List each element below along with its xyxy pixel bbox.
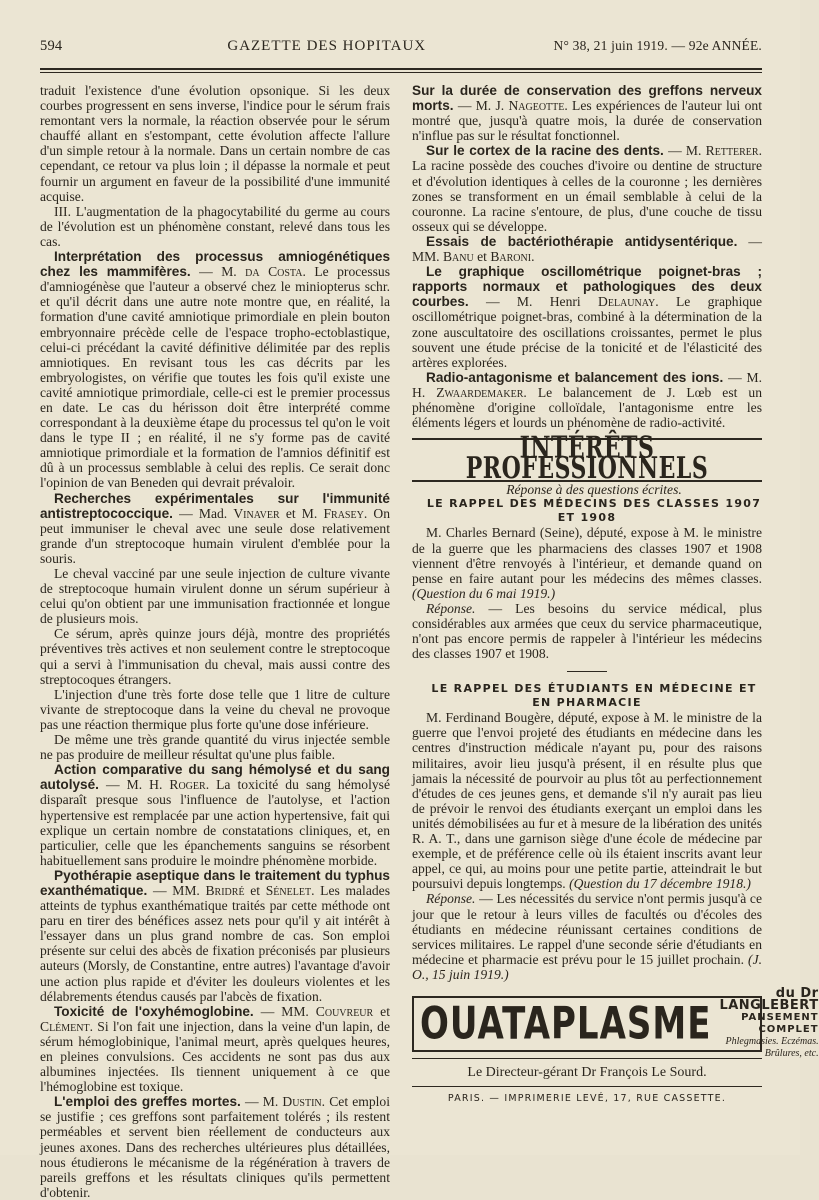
byline: — M. H. xyxy=(98,777,170,793)
article-title: Interprétation des processus amniogénétiques chez les mammifères. xyxy=(40,249,390,280)
paragraph: Ce sérum, après quinze jours déjà, montre des propriétés préventives très actives et non seulement contre le streptocoque qui a servi à l'immunisation du cheval, mais aussi contre des streptocoques étrangers. xyxy=(40,626,390,687)
paragraph: L'injection d'une très forte dose telle que 1 litre de culture vivante de streptocoque dans la veine du cheval ne provoque pas une réaction thermique plus forte qu'une dose inférieure. xyxy=(40,686,390,732)
article-body: . Les expériences de l'auteur lui ont montré que, jusqu'à quatre mois, la durée de conservation n'influe pas sur le résultat fonctionnel. xyxy=(412,98,762,144)
author-name: Clément xyxy=(40,1018,90,1034)
author-name: Dustin xyxy=(282,1094,322,1110)
author-name: Retterer xyxy=(705,143,759,159)
left-column xyxy=(40,83,391,1200)
author-name: Vinaver xyxy=(233,505,280,521)
director-line: Le Directeur-gérant Dr François Le Sourd. xyxy=(412,1058,762,1080)
paragraph: Le cheval vacciné par une seule injection de culture vivante de streptocoque humain virulent donne un sérum supérieur à celui qu'on obtient par une immunisation fractionnée et longue de plusieurs mois. xyxy=(40,566,390,627)
author-name: Sénelet xyxy=(265,882,312,898)
article-title: Recherches expérimentales sur l'immunité antistreptococcique. xyxy=(40,490,390,521)
question-date: (Question du 6 mai 1919.) xyxy=(412,585,556,601)
article-body: . Le balancement de J. Lœb est un phénomène d'origine colloïdale, l'antagonisme entre les éléments légers et lourds un phénomène de radio-activité. xyxy=(412,384,762,431)
question-body: M. Charles Bernard (Seine), député, expose à M. le ministre de la guerre que les pharmaciens des classes 1907 et 1908 viennent d'être renvoyés à l'intérieur, et demande quand on pense en faire autant pour les médecins des mêmes classes. xyxy=(412,525,762,586)
article-abstract xyxy=(412,83,762,143)
article-body: . La racine possède des couches d'ivoire ou dentine de structure et d'évolution identiques à celles de la couronne ; les dernières zones se transforment en un émail semblable à celui de la couronne. La racine s'entoure, de plus, d'une couche de tissu osseux qui se développe. xyxy=(412,143,762,234)
article-body: . On peut immuniser le cheval avec une seule dose relativement grande d'un streptocoque humain virulent d'emblée pour la souris. xyxy=(40,505,390,566)
ad-details xyxy=(711,985,819,1060)
question-heading: LE RAPPEL DES ÉTUDIANTS EN MÉDECINE ET EN PHARMACIE xyxy=(431,682,757,710)
article-abstract xyxy=(40,1094,390,1200)
article-abstract xyxy=(40,1004,390,1095)
byline: et xyxy=(373,1003,390,1019)
printer-imprint: PARIS. — IMPRIMERIE LEVÉ, 17, RUE CASSETTE. xyxy=(412,1086,762,1106)
byline: — M. Henri xyxy=(468,294,599,310)
paragraph: De même une très grande quantité du virus injectée semble ne pas produire de meilleur résultat qu'une plus faible. xyxy=(40,732,390,763)
article-title: Le graphique oscillométrique poignet-bras ; rapports normaux et pathologiques des deux courbes. xyxy=(412,264,762,310)
author-name: Couvreur xyxy=(315,1003,374,1019)
author-name: Baroni xyxy=(490,249,532,265)
article-body: . Le graphique oscillométrique poignet-bras, combiné à la détermination de la zone auscultatoire des oscillations croissantes, permet le plus souvent une étude précise de la tonicité et de l'élasticité des artères explorées. xyxy=(412,294,762,370)
author-name: Zwaardemaker xyxy=(436,384,524,400)
article-abstract xyxy=(40,868,390,1004)
byline: et xyxy=(244,882,266,898)
section-intro: Réponse à des questions écrites. xyxy=(506,482,682,498)
article-title: Essais de bactériothérapie antidysentérique. xyxy=(426,233,738,249)
byline: — M. H. xyxy=(412,369,762,400)
byline: — M. J. xyxy=(453,98,509,114)
reply-text xyxy=(412,601,762,661)
author-name: Frasey xyxy=(323,505,364,521)
article-title: Sur la durée de conservation des greffons nerveux morts. xyxy=(412,83,762,114)
page-number: 594 xyxy=(40,38,63,54)
author-name: Nageotte xyxy=(508,98,565,114)
byline: — M. xyxy=(663,143,706,159)
article-body: . Si l'on fait une injection, dans la veine d'un lapin, de sérum hémoglobinique, l'animal meurt, après quelques heures, en pleines convulsions. Ces accidents ne sont pas dus aux albumines injectées. Ils tiennent uniquement à ce que l'hémoglobine est toxique. xyxy=(40,1018,390,1095)
article-abstract xyxy=(40,491,390,566)
article-abstract xyxy=(412,143,762,234)
article-abstract xyxy=(40,762,390,868)
question-body: M. Ferdinand Bougère, député, expose à M. le ministre de la guerre que l'envoi projeté des étudiants en médecine dans les centres d'instruction médicale n'ayant pu, pour des raisons militaires, avoir lieu jusqu'à présent, il en résulte plus que jamais la nécessité de pourvoir au plus tôt au perfectionnement d'études de ces jeunes gens, et demande s'il n'y aurait pas lieu de prévoir le renvoi des étudiants exerçant un emploi dans les unités démobilisées au fur et à mesure de la libération des unités R. A. T., dans une garnison siège d'une école de médecine par exemple, et de préférence celle où ils étaient inscrits avant leur appel, ce qui, au moins pour une petite partie, atteindrait le but poursuivi depuis longtemps. xyxy=(412,710,762,892)
article-abstract xyxy=(412,370,762,430)
ad-subtitle: PANSEMENT COMPLET xyxy=(741,1011,819,1035)
article-title: Radio-antagonisme et balancement des ions. xyxy=(426,369,724,385)
advertisement xyxy=(412,985,819,1059)
author-name: da Costa xyxy=(245,264,303,280)
reply-label: Réponse. xyxy=(426,600,476,616)
ad-maker: du Dr LANGLEBERT xyxy=(719,985,819,1013)
journal-title: GAZETTE DES HOPITAUX xyxy=(227,38,427,54)
running-header xyxy=(40,38,762,62)
paragraph: III. L'augmentation de la phagocytabilité du germe au cours de l'évolution est un phénomène constant, relevé dans tous les cas. xyxy=(40,203,390,249)
question-date: (Question du 17 décembre 1918.) xyxy=(569,876,751,892)
ad-brand: OUATAPLASME xyxy=(420,997,712,1050)
article-abstract xyxy=(40,249,390,491)
article-title: Pyothérapie aseptique dans le traitement du typhus exanthématique. xyxy=(40,867,390,898)
article-body: . Le processus d'amniogénèse que l'auteur a observé chez le miniopterus schr. et qu'il décrit dans une autre note montre que, en réalité, la formation d'une cavité amniotique primordiale en plein bouton embryonnaire précède celle de l'espace tropho-ectoblastique, celui-ci précédant la cavité définitive délimitée par des replis amniotiques. En revisant tous les cas décrits par les embryologistes, on vérifie que toutes les fois qu'il existe une cavité amniotique primordiale, celle-ci est le premier processus en date. Le cas du hérisson doit être interprété comme correspondant à la deuxième étape du processus tel qu'on le voit dans le type II ; en réalité, il ne s'y forme pas de cavité amniotique primordiale et la formation de l'amnios définitif est dû à un processus semblable à celui des replis. Ce serait donc l'opinion de van Beneden qui devrait prévaloir. xyxy=(40,264,390,491)
article-body: . La toxicité du sang hémolysé disparaît presque sous l'influence de l'autolyse, et l'action hypertensive est remplacée par une action hypertensive, fait qui explique un certain nombre de constatations cliniques, et, en particulier, celle que les épanchements sanguins se résorbent habituellement sans produire le moindre phénomène morbide. xyxy=(40,777,390,868)
byline: — M. xyxy=(240,1094,283,1110)
byline: et xyxy=(473,249,491,265)
question-text xyxy=(412,525,762,600)
reply-label: Réponse. xyxy=(426,891,476,907)
reply-text xyxy=(412,891,762,982)
separator-rule xyxy=(567,671,607,672)
byline: — MM. xyxy=(253,1003,316,1019)
byline: — M. xyxy=(190,264,246,280)
section-title: INTÉRÊTS PROFESSIONNELS xyxy=(465,430,709,487)
ad-uses: Phlegmasies. Eczémas. Brûlures, etc. xyxy=(725,1035,819,1059)
byline: — MM. xyxy=(412,233,762,265)
article-body: . Cet emploi se justifie ; ces greffons sont parfaitement tolérés ; ils restent perméables et servent bien réellement de conducteurs aux jeunes axones. Dans des recherches ultérieures plus détaillées, nous étudierons le mécanisme de la régénération à travers de pareils greffons et les résultats cliniques qu'ils permettent d'obtenir. xyxy=(40,1094,391,1200)
article-title: Action comparative du sang hémolysé et du sang autolysé. xyxy=(40,762,390,793)
article-title: Toxicité de l'oxyhémoglobine. xyxy=(54,1003,254,1019)
article-title: L'emploi des greffes mortes. xyxy=(54,1094,241,1110)
section-banner xyxy=(412,430,762,487)
byline: — MM. xyxy=(147,882,206,898)
author-name: Delaunay xyxy=(598,294,656,310)
source-citation: (J. O., 15 juin 1919.) xyxy=(412,951,763,982)
issue-info: N° 38, 21 juin 1919. — 92e ANNÉE. xyxy=(553,38,762,53)
reply-body: — Les nécessités du service n'ont permis jusqu'à ce jour que le retour à leurs villes de facultés ou d'écoles des étudiants en médecine réunissant certaines conditions de services militaires. Le rappel d'une seconde série d'étudiants en médecine et pharmacie est prévu pour le 15 juillet prochain. xyxy=(412,891,762,967)
author-name: Bridré xyxy=(205,882,245,898)
article-title: Sur le cortex de la racine des dents. xyxy=(426,143,664,159)
question-heading: LE RAPPEL DES MÉDECINS DES CLASSES 1907 ET 1908 xyxy=(426,497,762,525)
article-body: . xyxy=(531,249,535,265)
right-column xyxy=(412,83,819,1143)
article-body: . Les malades atteints de typhus exanthématique traités par cette méthode ont paru en tirer des bénéfices assez nets pour qu'il y ait intérêt à l'essayer dans un plus grand nombre de cas. Son emploi présente sur celui des abcès de fixation préconisés par plusieurs auteurs (Morsly, de Constantine, entre autres) l'avantage d'avoir une action plus rapide et d'éviter les douleurs violentes et les délabrements étendus causés par l'abcès de fixation. xyxy=(40,882,390,1004)
article-abstract xyxy=(412,234,762,264)
question-text xyxy=(412,710,762,891)
reply-body: — Les besoins du service médical, plus considérables aux armées que ceux du service pharmaceutique, n'ont pas encore permis de rappeler à l'intérieur les médecins des classes 1907 et 1908. xyxy=(412,600,762,662)
article-abstract xyxy=(412,264,762,370)
byline: — Mad. xyxy=(172,505,234,521)
paragraph: traduit l'existence d'une évolution opsonique. Si les deux courbes progressent en sens inverse, l'indice pour le sérum frais remontant vers la normale, la réaction observée pour le sérum chauffé allant en s'estompant, cette évolution affecte l'allure d'un simple retour à la normale. Dans un certain nombre de cas cependant, ce retour va plus loin ; il dépasse la normale et peut fournir un argument en faveur de la possibilité d'une immunité acquise. xyxy=(40,83,390,204)
header-rule xyxy=(40,68,762,73)
author-name: Banu xyxy=(442,249,474,265)
author-name: Roger xyxy=(169,777,206,793)
byline: et M. xyxy=(279,505,324,521)
